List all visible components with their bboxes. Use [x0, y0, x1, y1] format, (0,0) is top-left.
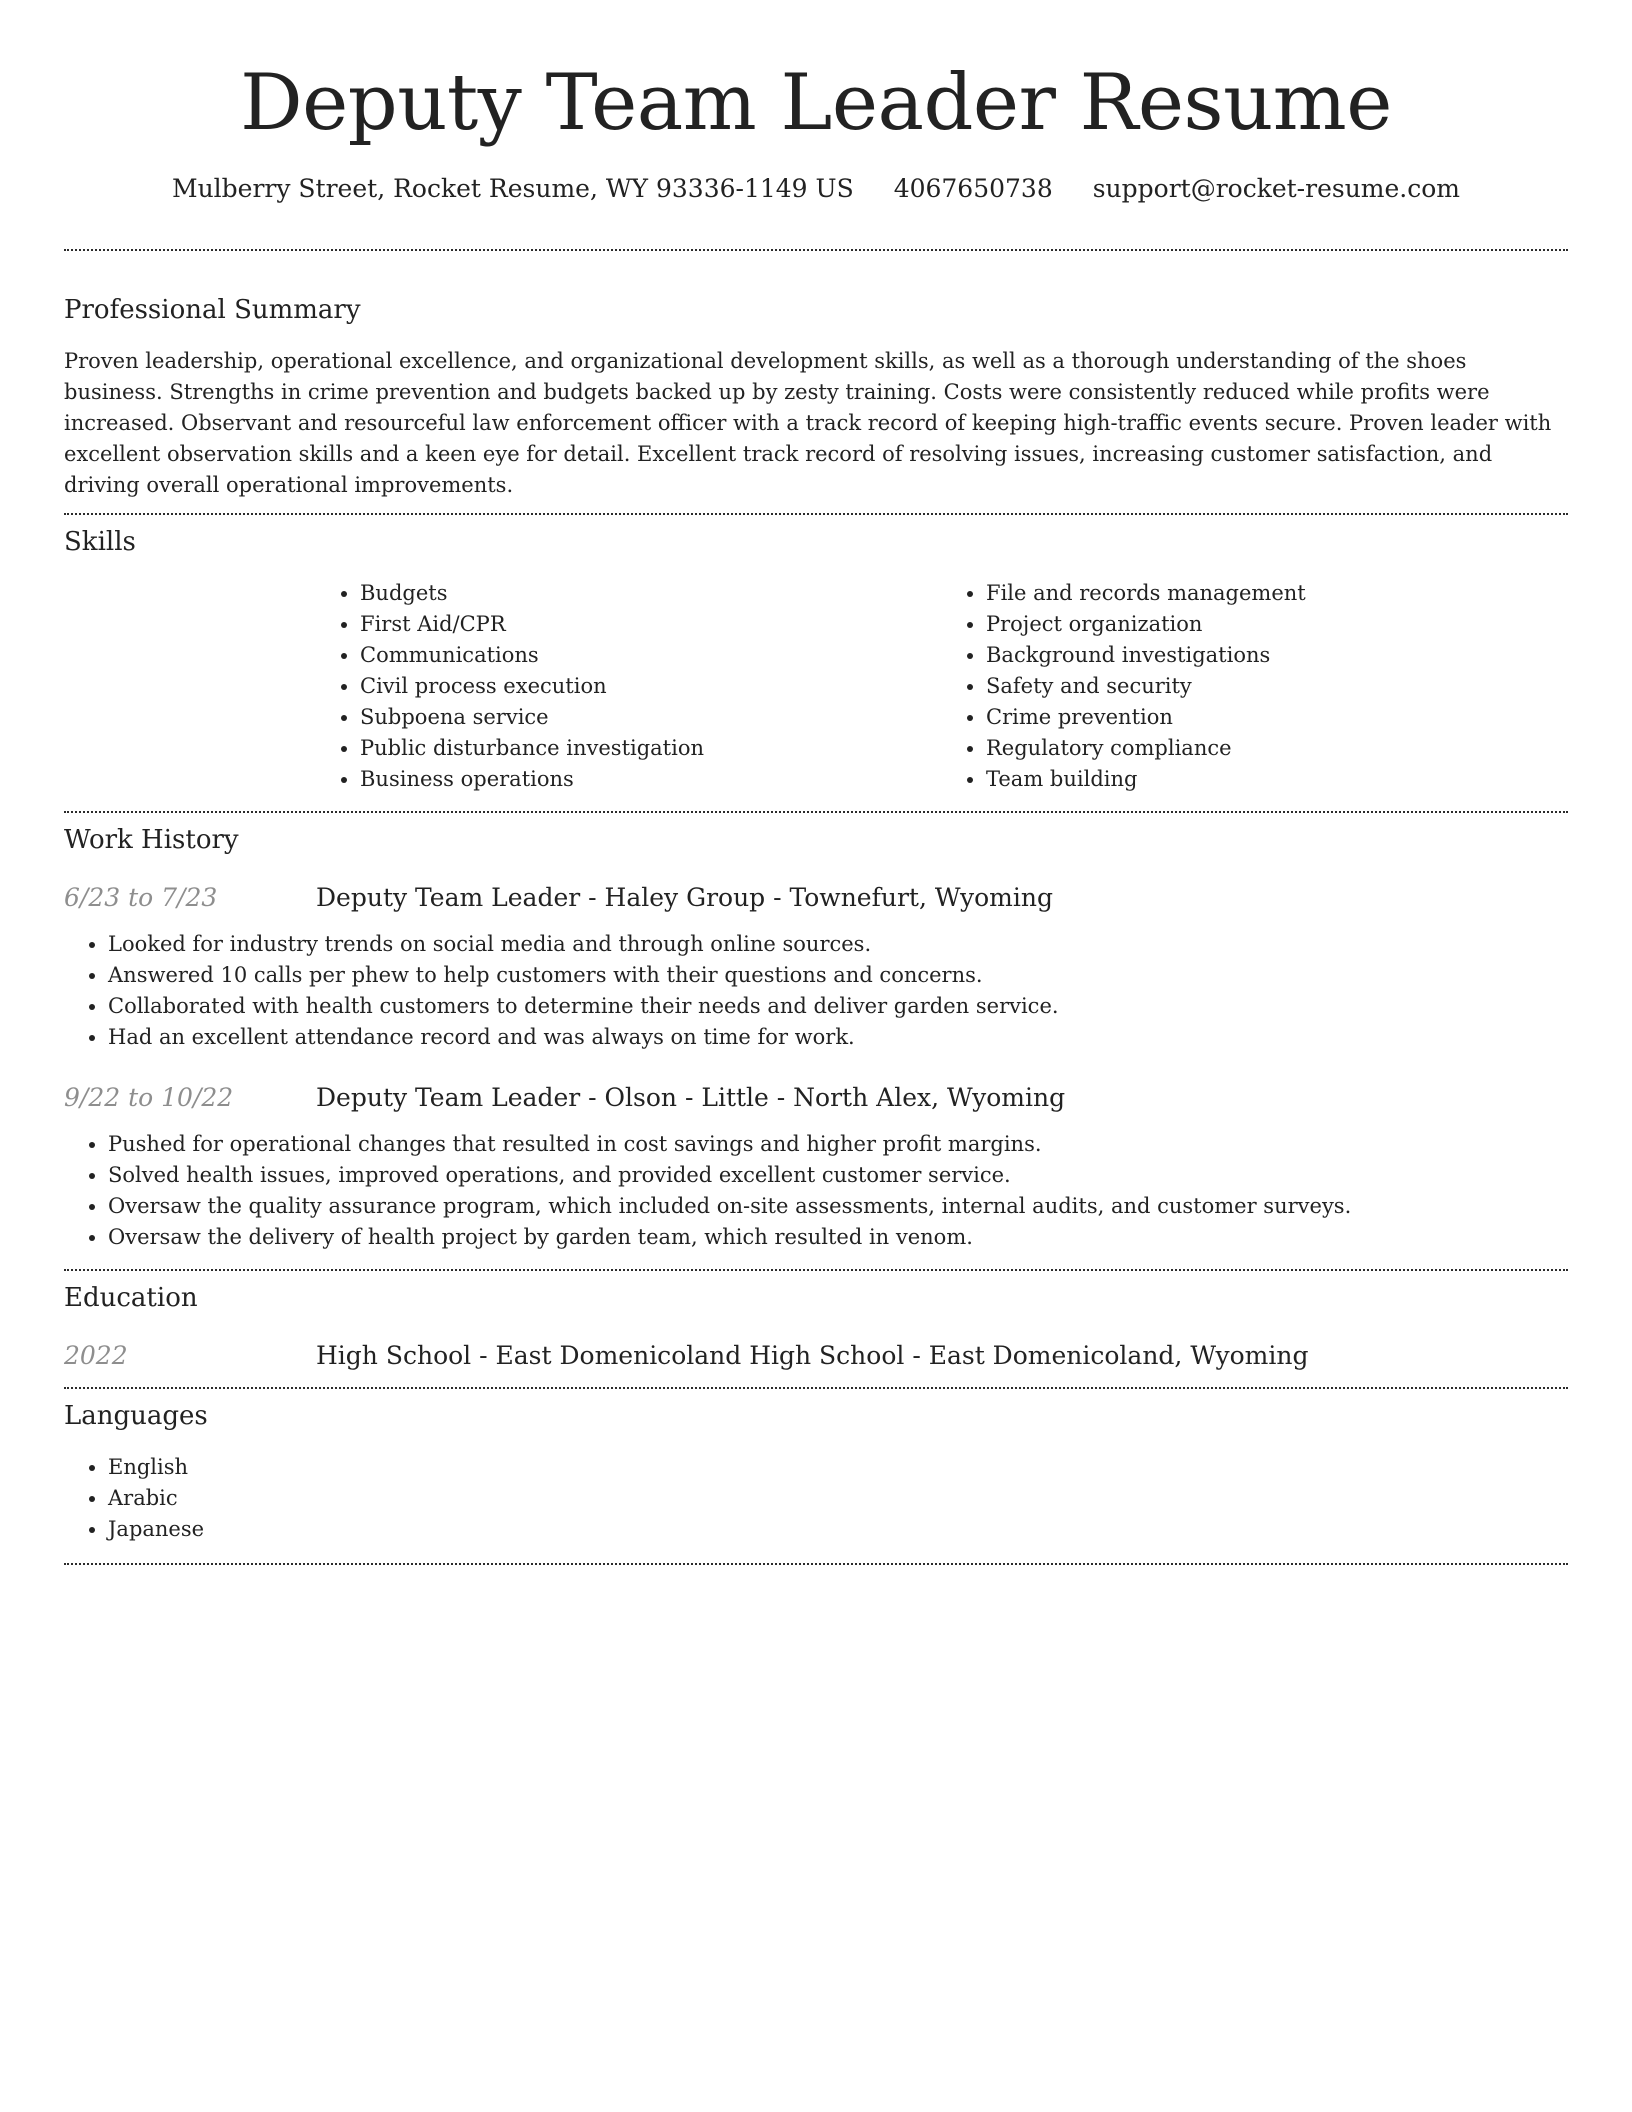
skill-item: • Budgets — [360, 578, 942, 609]
skills-section — [64, 525, 1568, 795]
skill-item: • Communications — [360, 640, 942, 671]
contact-line — [64, 172, 1568, 206]
languages-heading: Languages — [64, 1401, 208, 1431]
job-bullet: • Solved health issues, improved operations, and provided excellent customer service. — [108, 1160, 1568, 1191]
education-degree: High School - East Domenicoland High School - East Domenicoland, Wyoming — [316, 1341, 1309, 1370]
education-heading: Education — [64, 1283, 198, 1313]
skill-item: • Civil process execution — [360, 671, 942, 702]
skill-item: • Team building — [986, 764, 1568, 795]
divider — [64, 1387, 1568, 1389]
divider — [64, 811, 1568, 813]
skills-list-left — [316, 578, 942, 795]
job-entry — [64, 881, 1568, 1053]
job-bullet: • Pushed for operational changes that resulted in cost savings and higher profit margins. — [108, 1129, 1568, 1160]
summary-text: Proven leadership, operational excellence, and organizational development skills, as well as a thorough understanding of the shoes business. Strengths in crime prevention and budgets backed up by zesty training. Costs were consistently reduced while profits were increased. Observant and resourceful law enforcement officer with a track record of keeping high-traffic events secure. Proven leader with excellent observation skills and a keen eye for detail. Excellent track record of resolving issues, increasing customer satisfaction, and driving overall operational improvements. — [64, 349, 1552, 497]
job-bullets — [64, 1129, 1568, 1253]
skills-heading: Skills — [64, 527, 136, 557]
contact-address: Mulberry Street, Rocket Resume, WY 93336-1149 US — [171, 174, 854, 203]
skill-item: • Regulatory compliance — [986, 733, 1568, 764]
job-bullet: • Oversaw the delivery of health project by garden team, which resulted in venom. — [108, 1222, 1568, 1253]
job-bullet: • Oversaw the quality assurance program, which included on-site assessments, internal audits, and customer surveys. — [108, 1191, 1568, 1222]
education-entry — [64, 1339, 1568, 1373]
skills-grid — [316, 578, 1568, 795]
divider — [64, 513, 1568, 515]
job-title: Deputy Team Leader - Olson - Little - North Alex, Wyoming — [316, 1083, 1066, 1112]
job-bullet: • Had an excellent attendance record and was always on time for work. — [108, 1022, 1568, 1053]
work-heading: Work History — [64, 825, 239, 855]
language-item: • Arabic — [108, 1483, 1568, 1514]
job-header — [64, 1081, 1568, 1115]
education-section — [64, 1281, 1568, 1373]
education-year: 2022 — [64, 1341, 128, 1370]
skill-item: • Background investigations — [986, 640, 1568, 671]
resume-title: Deputy Team Leader Resume — [240, 58, 1392, 148]
summary-section — [64, 293, 1568, 501]
skill-item: • File and records management — [986, 578, 1568, 609]
job-entry — [64, 1081, 1568, 1253]
job-dates: 6/23 to 7/23 — [64, 883, 218, 912]
skill-item: • Safety and security — [986, 671, 1568, 702]
divider — [64, 1563, 1568, 1565]
languages-section — [64, 1399, 1568, 1545]
skill-item: • Public disturbance investigation — [360, 733, 942, 764]
contact-phone: 4067650738 — [893, 174, 1053, 203]
divider — [64, 249, 1568, 251]
language-item: • Japanese — [108, 1514, 1568, 1545]
skill-item: • First Aid/CPR — [360, 609, 942, 640]
language-item: • English — [108, 1452, 1568, 1483]
job-bullet: • Looked for industry trends on social media and through online sources. — [108, 929, 1568, 960]
job-header — [64, 881, 1568, 915]
divider — [64, 1269, 1568, 1271]
job-title: Deputy Team Leader - Haley Group - Townefurt, Wyoming — [316, 883, 1053, 912]
job-bullet: • Collaborated with health customers to determine their needs and deliver garden service. — [108, 991, 1568, 1022]
languages-list — [64, 1452, 1568, 1545]
skill-item: • Subpoena service — [360, 702, 942, 733]
skill-item: • Crime prevention — [986, 702, 1568, 733]
job-bullet: • Answered 10 calls per phew to help customers with their questions and concerns. — [108, 960, 1568, 991]
work-section — [64, 823, 1568, 1253]
skill-item: • Project organization — [986, 609, 1568, 640]
skill-item: • Business operations — [360, 764, 942, 795]
contact-email: support@rocket-resume.com — [1092, 174, 1461, 203]
job-bullets — [64, 929, 1568, 1053]
skills-list-right — [942, 578, 1568, 795]
job-dates: 9/22 to 10/22 — [64, 1083, 234, 1112]
summary-heading: Professional Summary — [64, 295, 361, 325]
